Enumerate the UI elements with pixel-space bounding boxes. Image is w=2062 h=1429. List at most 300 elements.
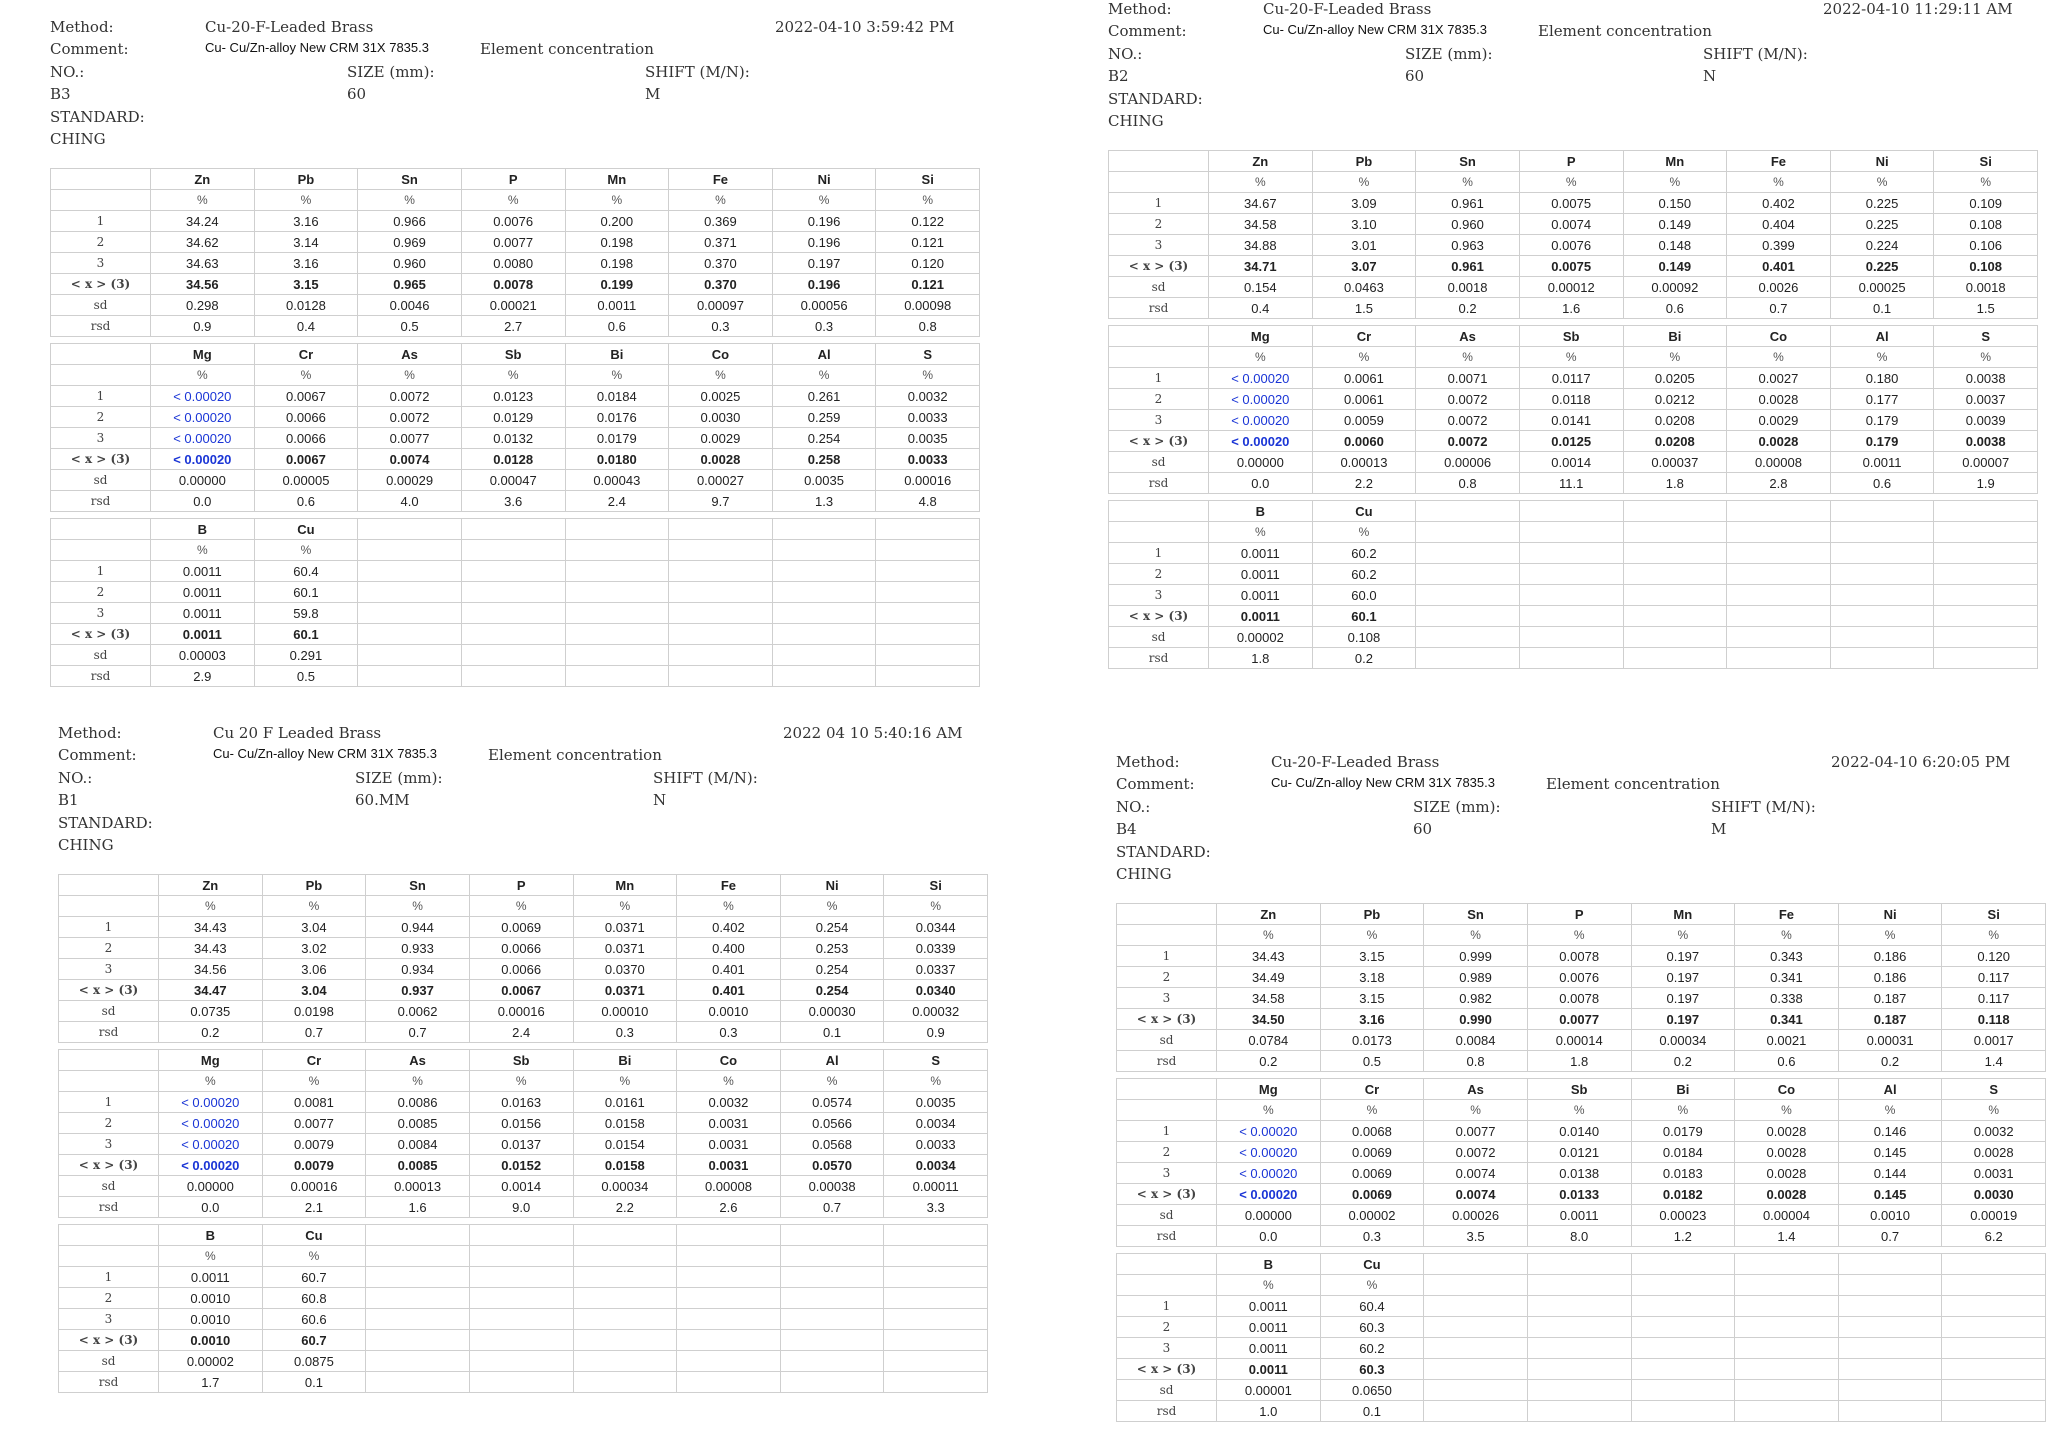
value-cell: 0.0085 [366, 1113, 470, 1134]
value-cell [1934, 606, 2038, 627]
comment-value: Cu- Cu/Zn-alloy New CRM 31X 7835.3 [205, 40, 429, 55]
element-table [58, 874, 988, 1043]
element-header: Sb [461, 344, 565, 365]
value-cell: 60.7 [262, 1267, 366, 1288]
unit-cell: % [358, 365, 462, 386]
value-cell: 34.58 [1217, 988, 1321, 1009]
value-cell [1623, 627, 1727, 648]
element-table [1108, 500, 2038, 669]
value-cell: 11.1 [1519, 473, 1623, 494]
shift-label: SHIFT (M/N): [653, 769, 758, 787]
corner-cell [51, 519, 151, 540]
element-table [1108, 150, 2038, 319]
value-cell: 0.0031 [1942, 1163, 2046, 1184]
value-cell [565, 666, 669, 687]
value-cell: 9.0 [469, 1197, 573, 1218]
method-value: Cu-20-F-Leaded Brass [1271, 753, 1440, 771]
value-cell: 0.150 [1623, 193, 1727, 214]
shift-value: N [1703, 67, 1717, 85]
value-cell: 0.0077 [358, 428, 462, 449]
element-header [876, 519, 980, 540]
value-cell: 0.341 [1735, 967, 1839, 988]
value-cell: 0.00031 [1838, 1030, 1942, 1051]
value-cell: 0.121 [876, 232, 980, 253]
value-cell: 0.3 [677, 1022, 781, 1043]
value-cell: 0.0180 [565, 449, 669, 470]
element-header: Al [1830, 326, 1934, 347]
value-cell: 0.2 [1416, 298, 1520, 319]
value-cell: 0.00021 [461, 295, 565, 316]
value-cell: 60.7 [262, 1330, 366, 1351]
element-header-row [59, 1225, 988, 1246]
value-cell: 0.0076 [1519, 235, 1623, 256]
value-cell [358, 624, 462, 645]
table-row [51, 211, 980, 232]
unit-cell: % [159, 896, 263, 917]
value-cell: 1.7 [159, 1372, 263, 1393]
value-cell: 0.0037 [1934, 389, 2038, 410]
table-row [1109, 627, 2038, 648]
value-cell: 0.0128 [254, 295, 358, 316]
value-cell: 34.56 [151, 274, 255, 295]
value-cell: 0.0735 [159, 1001, 263, 1022]
value-cell: 0.0152 [469, 1155, 573, 1176]
element-header: Cr [262, 1050, 366, 1071]
unit-cell: % [1424, 925, 1528, 946]
value-cell [1519, 627, 1623, 648]
value-cell [1727, 564, 1831, 585]
unit-cell: % [876, 190, 980, 211]
value-cell [677, 1309, 781, 1330]
unit-cell: % [1217, 1275, 1321, 1296]
element-header: Bi [573, 1050, 677, 1071]
row-label: < x > (3) [51, 624, 151, 645]
value-cell: 0.4 [254, 316, 358, 337]
value-cell [565, 561, 669, 582]
value-cell: 0.197 [772, 253, 876, 274]
method-value: Cu-20-F-Leaded Brass [205, 18, 374, 36]
element-header [1735, 1254, 1839, 1275]
value-cell: 0.0133 [1527, 1184, 1631, 1205]
corner-cell [1117, 904, 1217, 925]
element-header: Mn [573, 875, 677, 896]
corner-cell [1109, 347, 1209, 368]
element-concentration-label: Element concentration [1546, 775, 1720, 793]
value-cell: 0.0027 [1727, 368, 1831, 389]
unit-cell: % [469, 896, 573, 917]
value-cell [1519, 585, 1623, 606]
value-cell: 0.0208 [1623, 431, 1727, 452]
report-header [50, 18, 980, 168]
element-header: Pb [262, 875, 366, 896]
table-row [59, 1022, 988, 1043]
table-row [1117, 1121, 2046, 1142]
unit-row [51, 365, 980, 386]
row-label: 1 [1117, 1121, 1217, 1142]
unit-cell: % [565, 190, 669, 211]
value-cell: 0.4 [1209, 298, 1313, 319]
value-cell: < 0.00020 [151, 386, 255, 407]
row-label: 2 [51, 232, 151, 253]
element-header [1424, 1254, 1528, 1275]
value-cell: 0.0158 [573, 1155, 677, 1176]
corner-cell [51, 190, 151, 211]
value-cell [358, 666, 462, 687]
value-cell: 0.0077 [1527, 1009, 1631, 1030]
row-label: 2 [1109, 214, 1209, 235]
value-cell: 0.0 [159, 1197, 263, 1218]
shift-label: SHIFT (M/N): [1711, 798, 1816, 816]
value-cell [780, 1309, 884, 1330]
value-cell: < 0.00020 [159, 1134, 263, 1155]
element-header [366, 1225, 470, 1246]
value-cell: 0.298 [151, 295, 255, 316]
element-header: S [1942, 1079, 2046, 1100]
value-cell: 0.00008 [1727, 452, 1831, 473]
value-cell: 0.0010 [159, 1288, 263, 1309]
unit-row [1109, 347, 2038, 368]
value-cell [1631, 1359, 1735, 1380]
unit-cell: % [677, 896, 781, 917]
unit-cell: % [1312, 347, 1416, 368]
element-table [1116, 1078, 2046, 1247]
value-cell [1623, 648, 1727, 669]
sample-no-value: B1 [58, 791, 79, 809]
value-cell: 0.0161 [573, 1092, 677, 1113]
corner-cell [1117, 1275, 1217, 1296]
value-cell: 0.343 [1735, 946, 1839, 967]
value-cell: < 0.00020 [1217, 1142, 1321, 1163]
value-cell: 0.1 [780, 1022, 884, 1043]
value-cell: 1.6 [1519, 298, 1623, 319]
value-cell: 0.2 [1631, 1051, 1735, 1072]
unit-cell [565, 540, 669, 561]
value-cell: 34.43 [159, 938, 263, 959]
value-cell: 0.0039 [1934, 410, 2038, 431]
element-header: Mg [151, 344, 255, 365]
report-panel [58, 724, 988, 1399]
value-cell: 0.0011 [1527, 1205, 1631, 1226]
unit-row [1109, 172, 2038, 193]
element-header: Si [876, 169, 980, 190]
value-cell: 0.179 [1830, 410, 1934, 431]
value-cell: 0.0076 [461, 211, 565, 232]
concentration-tables [1116, 903, 2046, 1422]
value-cell: 0.0033 [884, 1134, 988, 1155]
unit-cell [1735, 1275, 1839, 1296]
no-label: NO.: [50, 63, 85, 81]
value-cell: 0.933 [366, 938, 470, 959]
value-cell: 0.0086 [366, 1092, 470, 1113]
value-cell: 0.9 [151, 316, 255, 337]
table-row [51, 253, 980, 274]
value-cell: 0.00016 [262, 1176, 366, 1197]
unit-cell: % [1838, 925, 1942, 946]
unit-cell: % [1209, 347, 1313, 368]
row-label: < x > (3) [59, 980, 159, 1001]
value-cell: 0.963 [1416, 235, 1520, 256]
row-label: 2 [51, 407, 151, 428]
row-label: sd [1117, 1030, 1217, 1051]
unit-cell: % [262, 1071, 366, 1092]
row-label: 1 [1109, 543, 1209, 564]
value-cell: 0.0072 [1416, 410, 1520, 431]
value-cell: 0.2 [159, 1022, 263, 1043]
value-cell: 0.0138 [1527, 1163, 1631, 1184]
value-cell [884, 1330, 988, 1351]
value-cell: 1.9 [1934, 473, 2038, 494]
value-cell: 0.00010 [573, 1001, 677, 1022]
value-cell: 0.5 [1320, 1051, 1424, 1072]
table-row [1109, 235, 2038, 256]
row-label: 2 [1109, 389, 1209, 410]
value-cell: 0.00000 [1217, 1205, 1321, 1226]
unit-cell [1942, 1275, 2046, 1296]
corner-cell [1109, 326, 1209, 347]
value-cell: 0.0033 [876, 407, 980, 428]
unit-cell: % [461, 190, 565, 211]
value-cell: 0.0077 [262, 1113, 366, 1134]
unit-cell: % [1727, 172, 1831, 193]
value-cell: 0.0028 [1942, 1142, 2046, 1163]
unit-cell: % [1631, 1100, 1735, 1121]
value-cell [366, 1267, 470, 1288]
value-cell: 0.149 [1623, 256, 1727, 277]
value-cell: 0.108 [1934, 214, 2038, 235]
unit-cell: % [780, 1071, 884, 1092]
no-label: NO.: [1108, 45, 1143, 63]
value-cell: 0.0032 [1942, 1121, 2046, 1142]
value-cell: 0.0011 [1217, 1359, 1321, 1380]
unit-cell [772, 540, 876, 561]
row-label: sd [1117, 1205, 1217, 1226]
value-cell: 34.56 [159, 959, 263, 980]
element-header [677, 1225, 781, 1246]
value-cell: 60.1 [1312, 606, 1416, 627]
unit-row [59, 1071, 988, 1092]
unit-cell: % [573, 1071, 677, 1092]
value-cell: 60.6 [262, 1309, 366, 1330]
unit-cell: % [1631, 925, 1735, 946]
value-cell: 0.8 [1416, 473, 1520, 494]
value-cell [1424, 1401, 1528, 1422]
value-cell: 34.62 [151, 232, 255, 253]
table-row [1117, 1296, 2046, 1317]
value-cell: 0.0018 [1416, 277, 1520, 298]
value-cell: 0.261 [772, 386, 876, 407]
element-header: B [159, 1225, 263, 1246]
value-cell [780, 1267, 884, 1288]
value-cell: 0.0198 [262, 1001, 366, 1022]
value-cell: 0.0184 [565, 386, 669, 407]
value-cell: 0.0340 [884, 980, 988, 1001]
shift-value: N [653, 791, 667, 809]
value-cell [1424, 1380, 1528, 1401]
value-cell [772, 561, 876, 582]
size-value: 60 [1413, 820, 1433, 838]
table-row [1109, 452, 2038, 473]
value-cell: 0.961 [1416, 256, 1520, 277]
row-label: < x > (3) [1109, 606, 1209, 627]
value-cell: 0.0071 [1416, 368, 1520, 389]
value-cell [1527, 1359, 1631, 1380]
value-cell: 0.109 [1934, 193, 2038, 214]
value-cell: 0.0337 [884, 959, 988, 980]
value-cell [1735, 1296, 1839, 1317]
value-cell: 0.0176 [565, 407, 669, 428]
row-label: < x > (3) [59, 1155, 159, 1176]
value-cell: 0.0068 [1320, 1121, 1424, 1142]
table-row [51, 561, 980, 582]
row-label: 3 [59, 1134, 159, 1155]
element-header: Sn [358, 169, 462, 190]
value-cell: 0.401 [1727, 256, 1831, 277]
value-cell: 34.49 [1217, 967, 1321, 988]
row-label: sd [51, 645, 151, 666]
row-label: sd [59, 1176, 159, 1197]
row-label: 3 [1117, 1163, 1217, 1184]
value-cell: 0.196 [772, 274, 876, 295]
value-cell [469, 1267, 573, 1288]
value-cell [669, 666, 773, 687]
value-cell: 0.0784 [1217, 1030, 1321, 1051]
value-cell: 3.04 [262, 980, 366, 1001]
value-cell: 0.7 [780, 1197, 884, 1218]
value-cell: 0.0078 [461, 274, 565, 295]
value-cell: 0.0035 [884, 1092, 988, 1113]
value-cell: 0.00008 [677, 1176, 781, 1197]
row-label: rsd [59, 1022, 159, 1043]
value-cell: 0.0038 [1934, 368, 2038, 389]
unit-cell: % [1830, 347, 1934, 368]
element-header [1934, 501, 2038, 522]
value-cell: 1.8 [1209, 648, 1313, 669]
unit-cell [1631, 1275, 1735, 1296]
unit-cell: % [1519, 172, 1623, 193]
element-header: Co [1735, 1079, 1839, 1100]
row-label: < x > (3) [59, 1330, 159, 1351]
unit-cell: % [1217, 1100, 1321, 1121]
value-cell: 0.2 [1838, 1051, 1942, 1072]
value-cell: 1.2 [1631, 1226, 1735, 1247]
element-header: Zn [159, 875, 263, 896]
element-header: Fe [1727, 151, 1831, 172]
value-cell: 0.3 [669, 316, 773, 337]
element-header: Mn [1623, 151, 1727, 172]
unit-row [1109, 522, 2038, 543]
value-cell [1623, 606, 1727, 627]
table-row [1109, 543, 2038, 564]
value-cell: 0.259 [772, 407, 876, 428]
value-cell: 0.0046 [358, 295, 462, 316]
value-cell [573, 1351, 677, 1372]
value-cell [565, 582, 669, 603]
shift-value: M [645, 85, 661, 103]
unit-cell: % [772, 365, 876, 386]
value-cell: 0.0125 [1519, 431, 1623, 452]
element-header: Al [772, 344, 876, 365]
value-cell: 0.0026 [1727, 277, 1831, 298]
value-cell [1934, 585, 2038, 606]
value-cell [884, 1267, 988, 1288]
value-cell [358, 582, 462, 603]
value-cell [772, 666, 876, 687]
unit-cell: % [1416, 347, 1520, 368]
value-cell: 0.00016 [876, 470, 980, 491]
value-cell: 0.3 [573, 1022, 677, 1043]
value-cell: < 0.00020 [1209, 389, 1313, 410]
value-cell: 0.0084 [366, 1134, 470, 1155]
value-cell [780, 1288, 884, 1309]
unit-cell [780, 1246, 884, 1267]
unit-cell: % [1424, 1100, 1528, 1121]
table-row [1109, 214, 2038, 235]
table-row [1117, 1338, 2046, 1359]
value-cell: 3.16 [254, 211, 358, 232]
value-cell [1424, 1296, 1528, 1317]
element-header: Fe [669, 169, 773, 190]
value-cell: 0.00030 [780, 1001, 884, 1022]
element-header: Sn [366, 875, 470, 896]
corner-cell [51, 365, 151, 386]
element-header: As [1416, 326, 1520, 347]
value-cell: 0.0077 [1424, 1121, 1528, 1142]
value-cell [1830, 543, 1934, 564]
value-cell: 0.0011 [151, 603, 255, 624]
unit-cell: % [1217, 925, 1321, 946]
value-cell [358, 645, 462, 666]
value-cell: 0.00034 [1631, 1030, 1735, 1051]
element-header: B [151, 519, 255, 540]
row-label: 3 [1117, 1338, 1217, 1359]
sample-no-value: B4 [1116, 820, 1137, 838]
value-cell: 0.00032 [884, 1001, 988, 1022]
corner-cell [1117, 1100, 1217, 1121]
unit-cell: % [1727, 347, 1831, 368]
value-cell: 0.00006 [1416, 452, 1520, 473]
value-cell: 0.197 [1631, 946, 1735, 967]
value-cell: 0.371 [669, 232, 773, 253]
value-cell: 0.199 [565, 274, 669, 295]
value-cell: 0.1 [262, 1372, 366, 1393]
table-row [51, 428, 980, 449]
corner-cell [1109, 501, 1209, 522]
value-cell [780, 1372, 884, 1393]
value-cell [366, 1330, 470, 1351]
table-row [51, 666, 980, 687]
value-cell [1942, 1359, 2046, 1380]
value-cell: 3.09 [1312, 193, 1416, 214]
value-cell: 0.0034 [884, 1113, 988, 1134]
table-row [1117, 1317, 2046, 1338]
table-row [59, 1001, 988, 1022]
table-row [59, 1288, 988, 1309]
value-cell: 0.1 [1320, 1401, 1424, 1422]
unit-cell: % [469, 1071, 573, 1092]
value-cell: < 0.00020 [151, 428, 255, 449]
value-cell: 2.4 [469, 1022, 573, 1043]
row-label: sd [1117, 1380, 1217, 1401]
value-cell [461, 624, 565, 645]
corner-cell [1117, 925, 1217, 946]
element-table [1116, 1253, 2046, 1422]
value-cell: 0.00000 [151, 470, 255, 491]
value-cell [884, 1288, 988, 1309]
value-cell: 0.0074 [358, 449, 462, 470]
element-header: Cu [254, 519, 358, 540]
unit-cell: % [159, 1246, 263, 1267]
unit-row [51, 540, 980, 561]
